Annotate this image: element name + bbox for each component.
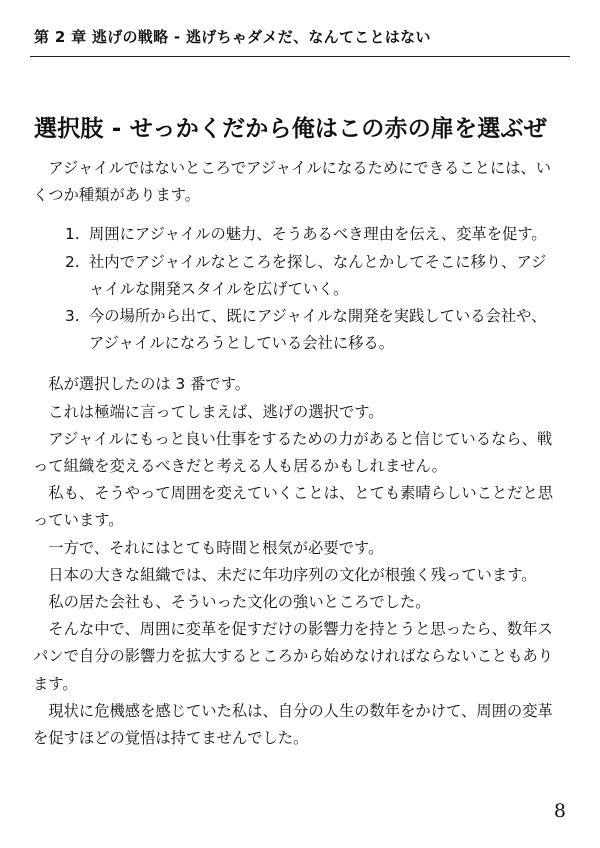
list-item: [65, 249, 561, 303]
intro-paragraph: アジャイルではないところでアジャイルになるためにできることには、いくつか種類があります。: [33, 159, 552, 205]
running-header: 第 2 章 逃げの戦略 - 逃げちゃダメだ、なんてことはない: [34, 28, 431, 46]
options-list: [33, 221, 561, 357]
paragraph: アジャイルにもっと良い仕事をするための力があると信じているなら、戦って組織を変えるべきだと考える人も居るかもしれません。: [33, 429, 553, 476]
list-item-number: 1.: [65, 225, 80, 244]
list-item-text: 今の場所から出て、既にアジャイルな開発を実践している会社や、アジャイルになろうとしている会社に移る。: [89, 307, 547, 353]
list-item-number: 2.: [65, 252, 80, 271]
paragraph: 私の居た会社も、そういった文化の強いところでした。: [48, 593, 431, 612]
list-item: [65, 303, 561, 357]
page-number: 8: [553, 800, 566, 822]
paragraph: これは極端に言ってしまえば、逃げの選択です。: [48, 402, 384, 421]
body-content: [33, 155, 561, 752]
list-item-text: 社内でアジャイルなところを探し、なんとかしてそこに移り、アジャイルな開発スタイルを広げていく。: [89, 252, 547, 298]
section-title: 選択肢 - せっかくだから俺はこの赤の扉を選ぶぜ: [34, 116, 547, 142]
list-item: [65, 221, 561, 248]
paragraph: 私も、そうやって周囲を変えていくことは、とても素晴らしいことだと思っています。: [33, 484, 554, 530]
list-item-number: 3.: [65, 307, 80, 326]
paragraph: 日本の大きな組織では、未だに年功序列の文化が根強く残っています。: [48, 565, 537, 584]
paragraph: そんな中で、周囲に変革を促すだけの影響力を持とうと思ったら、数年スパンで自分の影響力を拡大するところから始めなければならないこともあります。: [33, 620, 554, 693]
header-rule: [30, 56, 570, 57]
paragraph: 現状に危機感を感じていた私は、自分の人生の数年をかけて、周囲の変革を促すほどの覚悟は持てませんでした。: [33, 701, 553, 748]
paragraph: 一方で、それにはとても時間と根気が必要です。: [48, 538, 384, 557]
list-item-text: 周囲にアジャイルの魅力、そうあるべき理由を伝え、変革を促す。: [89, 225, 547, 244]
paragraph: 私が選択したのは 3 番です。: [48, 375, 251, 394]
